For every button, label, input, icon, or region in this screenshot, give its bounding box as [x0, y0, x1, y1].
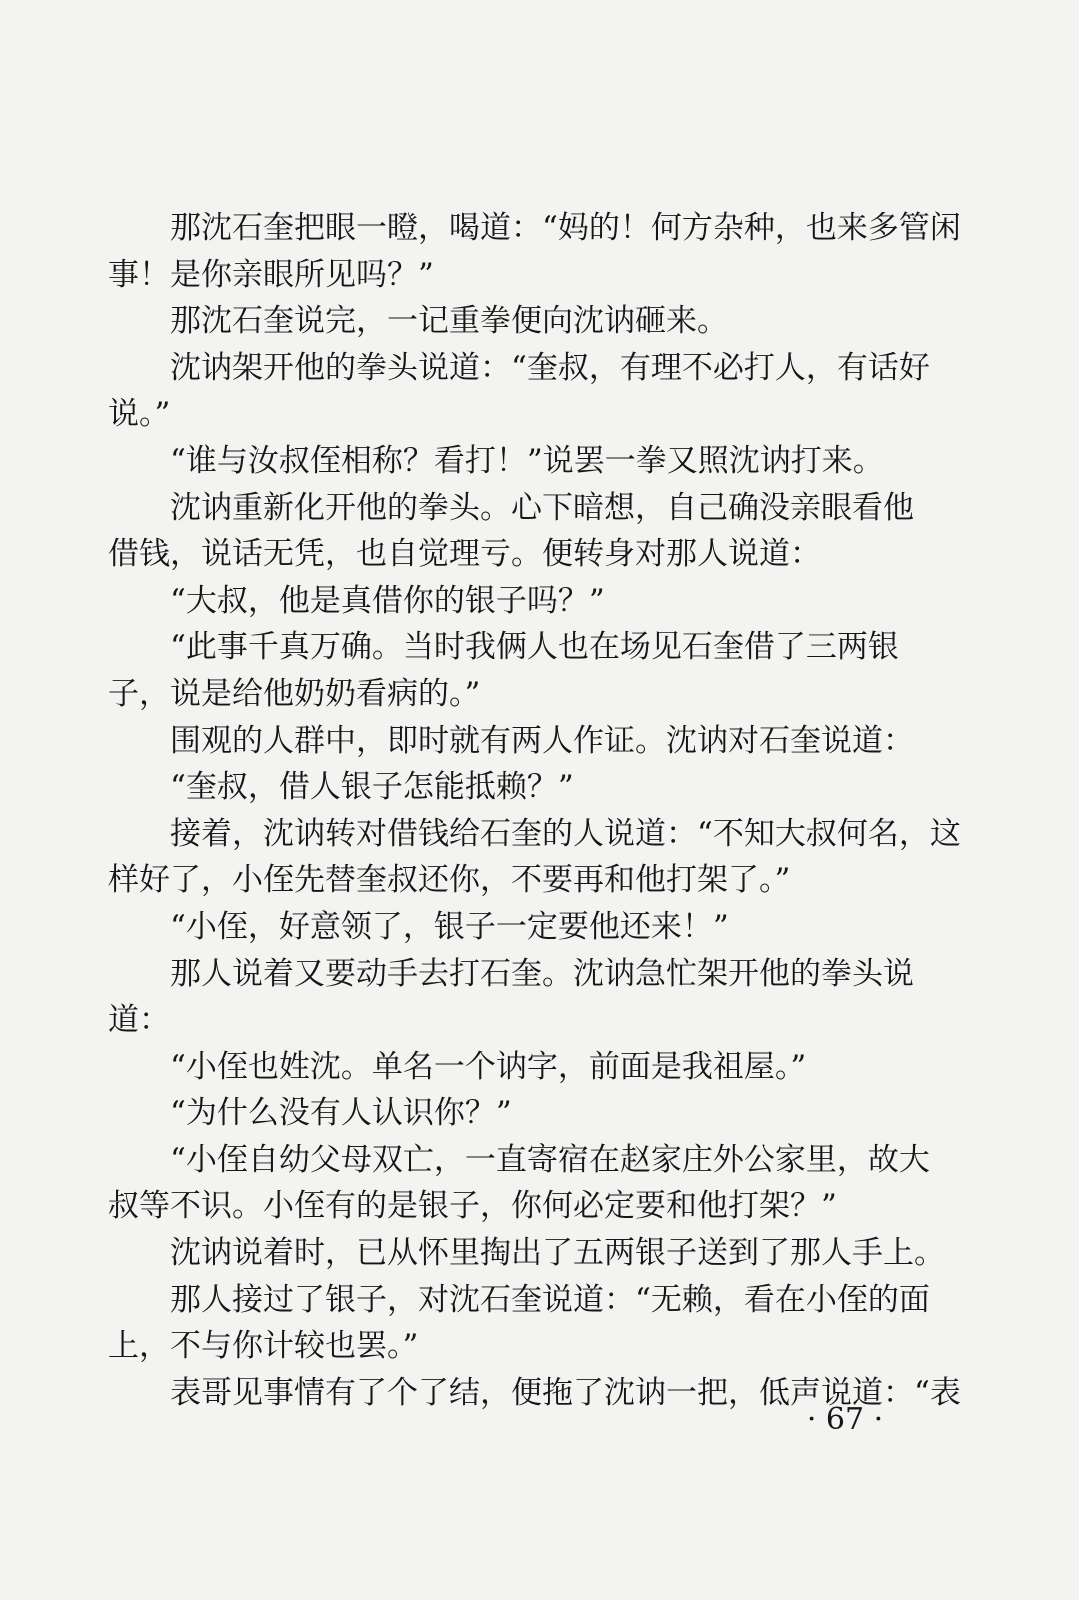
text-line: 沈讷架开他的拳头说道：“奎叔，有理不必打人，有话好 [170, 349, 930, 386]
text-line: 叔等不识。小侄有的是银子，你何必定要和他打架？” [108, 1188, 837, 1225]
text-line: 那沈石奎说完，一记重拳便向沈讷砸来。 [170, 303, 728, 340]
text-line: “小侄自幼父母双亡，一直寄宿在赵家庄外公家里，故大 [170, 1141, 930, 1178]
text-line: 事！是你亲眼所见吗？” [108, 256, 434, 293]
text-line: 围观的人群中，即时就有两人作证。沈讷对石奎说道： [170, 722, 914, 759]
text-line: 借钱，说话无凭，也自觉理亏。便转身对那人说道： [108, 536, 821, 573]
text-line: 沈讷说着时，已从怀里掏出了五两银子送到了那人手上。 [170, 1235, 945, 1272]
text-line: 接着，沈讷转对借钱给石奎的人说道：“不知大叔何名，这 [170, 815, 961, 852]
text-line: 道： [108, 1002, 170, 1039]
text-line: “奎叔，借人银子怎能抵赖？” [170, 769, 574, 806]
text-line: 子，说是给他奶奶看病的。” [108, 675, 481, 712]
text-line: 那人说着又要动手去打石奎。沈讷急忙架开他的拳头说 [170, 955, 914, 992]
text-line: “小侄，好意领了，银子一定要他还来！” [170, 908, 729, 945]
text-line: 说。” [108, 396, 171, 433]
body-text [108, 205, 961, 1416]
text-line: “此事千真万确。当时我俩人也在场见石奎借了三两银 [170, 629, 899, 666]
page-number: · 67 · [806, 1402, 884, 1437]
text-line: 那沈石奎把眼一瞪，喝道：“妈的！何方杂种，也来多管闲 [170, 210, 961, 246]
text-line: 样好了，小侄先替奎叔还你，不要再和他打架了。” [108, 862, 791, 899]
text-line: 上，不与你计较也罢。” [108, 1328, 419, 1365]
text-line: 那人接过了银子，对沈石奎说道：“无赖，看在小侄的面 [170, 1281, 930, 1318]
text-line: 沈讷重新化开他的拳头。心下暗想，自己确没亲眼看他 [170, 489, 914, 526]
text-line: “小侄也姓沈。单名一个讷字，前面是我祖屋。” [170, 1048, 807, 1085]
text-line: “谁与汝叔侄相称？看打！”说罢一拳又照沈讷打来。 [170, 442, 884, 479]
text-line: “大叔，他是真借你的银子吗？” [170, 582, 605, 619]
text-line: 表哥见事情有了个了结，便拖了沈讷一把，低声说道：“表 [170, 1374, 961, 1411]
text-line: “为什么没有人认识你？” [170, 1095, 512, 1132]
